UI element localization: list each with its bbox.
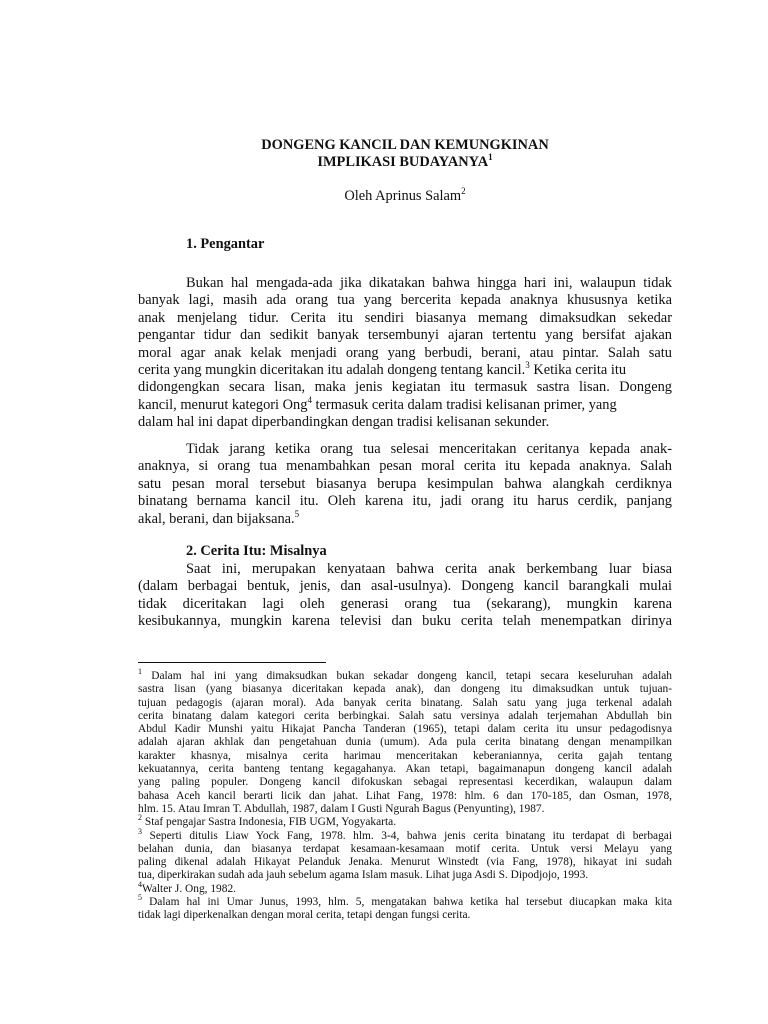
footnote-line: Abdul Kadir Munshi yaitu Hikajat Pancha Tanderan (1965), tetapi dalam cerita itu unsur pedagodisnya	[138, 723, 672, 736]
text-line: Bukan hal mengada-ada jika dikatakan bahwa hingga hari ini, walaupun tidak	[186, 275, 672, 291]
footnote-line: karakter khasnya, misalnya cerita harimau menceritakan keberaniannya, cerita gajah tentang	[138, 749, 672, 762]
text-line: akal, berani, dan bijaksana.$^5$	[138, 508, 300, 527]
text-line: (dalam berbagai bentuk, jenis, dan asal-usulnya). Dongeng kancil barangkali mulai	[138, 578, 672, 595]
footnote-2: $^2$ Staf pengajar Sastra Indonesia, FIB UGM, Yogyakarta.	[138, 813, 397, 829]
text-line: cerita yang mungkin diceritakan itu adalah dongeng tentang kancil.$^3$ Ketika cerita itu	[138, 360, 627, 378]
footnote-ref-3[interactable]: 3	[525, 360, 530, 371]
footnote-line: sastra lisan (yang biasanya diceritakan kepada anak), dan dongeng itu dimaksudkan untuk tujuan-	[138, 683, 672, 696]
text-line: didongengkan secara lisan, maka jenis kegiatan itu termasuk sastra lisan. Dongeng	[138, 379, 672, 396]
footnote-4: $^4$Walter J. Ong, 1982.	[138, 879, 236, 895]
footnote-3: $^3$ Seperti ditulis Liaw Yock Fang, 1978. hlm. 3-4, bahwa jenis cerita binatang itu terdapat di berbagai	[138, 826, 672, 842]
footnote-line: belahan dunia, dan biasanya terdapat kesamaan-kesamaan motif cerita. Untuk versi Melayu yang	[138, 842, 672, 855]
title-footnote-ref[interactable]: 1	[488, 152, 493, 163]
footnote-line: hlm. 15. Atau Imran T. Abdullah, 1987, dalam I Gusti Ngurah Bagus (Penyunting), 1987.	[138, 802, 545, 815]
footnote-divider	[138, 662, 326, 663]
text-line: binatang bernama kancil itu. Oleh karena itu, jadi orang itu harus cerdik, panjang	[138, 493, 672, 510]
title-line-1: DONGENG KANCIL DAN KEMUNGKINAN	[261, 137, 549, 153]
text-line: anak menjelang tidur. Cerita itu sendiri biasanya memang dimaksudkan sekedar	[138, 309, 672, 326]
footnote-line: kekuatannya, cerita banteng tentang kegagahanya. Akan tetapi, bagaimanapun dongeng kancil adalah	[138, 763, 672, 776]
footnote-line: yang paling populer. Dongeng kancil difokuskan sebagai representasi kecerdikan, walaupun dalam	[138, 776, 672, 789]
footnote-5: $^5$ Dalam hal ini Umar Junus, 1993, hlm. 5, mengatakan bahwa ketika hal tersebut diucapkan maka kita	[138, 893, 672, 909]
footnote-line: bahasa Aceh kancil berarti licik dan jahat. Lihat Fang, 1978: hlm. 6 dan 170-185, dan Osman, 1978,	[138, 789, 672, 802]
footnote-1: $^1$ Dalam hal ini yang dimaksudkan bukan sekadar dongeng kancil, tetapi secara keseluruhan adalah	[138, 667, 672, 682]
footnote-ref-4[interactable]: 4	[307, 394, 312, 405]
text-line: Saat ini, merupakan kenyataan bahwa cerita anak berkembang luar biasa	[186, 561, 672, 577]
paragraph-2	[138, 441, 672, 528]
author-footnote-ref[interactable]: 2	[461, 186, 466, 197]
title-line-2: IMPLIKASI BUDAYANYA	[317, 154, 489, 170]
footnote-line: cerita binatang dalam kategori cerita berbingkai. Salah satu versinya adalah terjemahan Abdullah bin	[138, 709, 672, 722]
author-name: Oleh Aprinus Salam	[344, 188, 462, 204]
text-line: moral agar anak kelak menjadi orang yang berbudi, berani, atau pintar. Salah satu	[138, 344, 672, 361]
author-line	[138, 188, 672, 205]
section-1-heading: 1. Pengantar	[186, 236, 265, 252]
text-line: kancil, menurut kategori Ong$^4$ termasuk cerita dalam tradisi kelisanan primer, yang	[138, 394, 617, 413]
footnote-line: paling dikenal adalah Hikayat Pelanduk Jenaka. Menurut Winstedt (via Fang, 1978), hikayat ini sudah	[138, 856, 672, 869]
footnote-line: tujuan pedagogis (ajaran moral). Ada banyak cerita binatang. Salah satu yang juga terkenal adalah	[138, 696, 672, 709]
text-line: banyak lagi, masih ada orang tua yang bercerita kepada anaknya khususnya ketika	[138, 292, 672, 309]
footnote-line: tidak lagi diperkenalkan dengan moral cerita, tetapi dengan fungsi cerita.	[138, 909, 471, 922]
text-line: dalam hal ini dapat diperbandingkan dengan tradisi kelisanan sekunder.	[138, 414, 550, 431]
paragraph-3	[138, 561, 672, 631]
footnote-ref-5[interactable]: 5	[294, 508, 300, 519]
text-line: satu pesan moral tersebut biasanya berupa kesimpulan bahwa alangkah cerdiknya	[138, 475, 672, 492]
section-2-heading: 2. Cerita Itu: Misalnya	[186, 543, 327, 559]
text-line: kesibukannya, mungkin karena televisi dan buku cerita telah menempatkan dirinya	[138, 613, 672, 630]
text-line: tidak diceritakan lagi oleh generasi orang tua (sekarang), mungkin karena	[138, 595, 672, 612]
text-line: anaknya, si orang tua menambahkan pesan moral cerita itu kepada anaknya. Salah	[138, 458, 672, 475]
paper-title	[138, 137, 672, 171]
paragraph-1	[138, 275, 672, 432]
footnote-line: adalah ajaran akhlak dan pengetahuan dunia (umum). Ada pula cerita binatang dengan menampilkan	[138, 736, 672, 749]
footnote-line: tua, diperkirakan sudah ada jauh sebelum agama Islam masuk. Lihat juga Asdi S. Dipodjojo, 1993.	[138, 869, 589, 882]
text-line: pengantar tidur dan sedikit banyak tersembunyi ajaran tertentu yang bersifat ajakan	[138, 327, 672, 344]
footnotes	[138, 667, 672, 923]
text-line: Tidak jarang ketika orang tua selesai menceritakan ceritanya kepada anak-	[186, 441, 672, 457]
